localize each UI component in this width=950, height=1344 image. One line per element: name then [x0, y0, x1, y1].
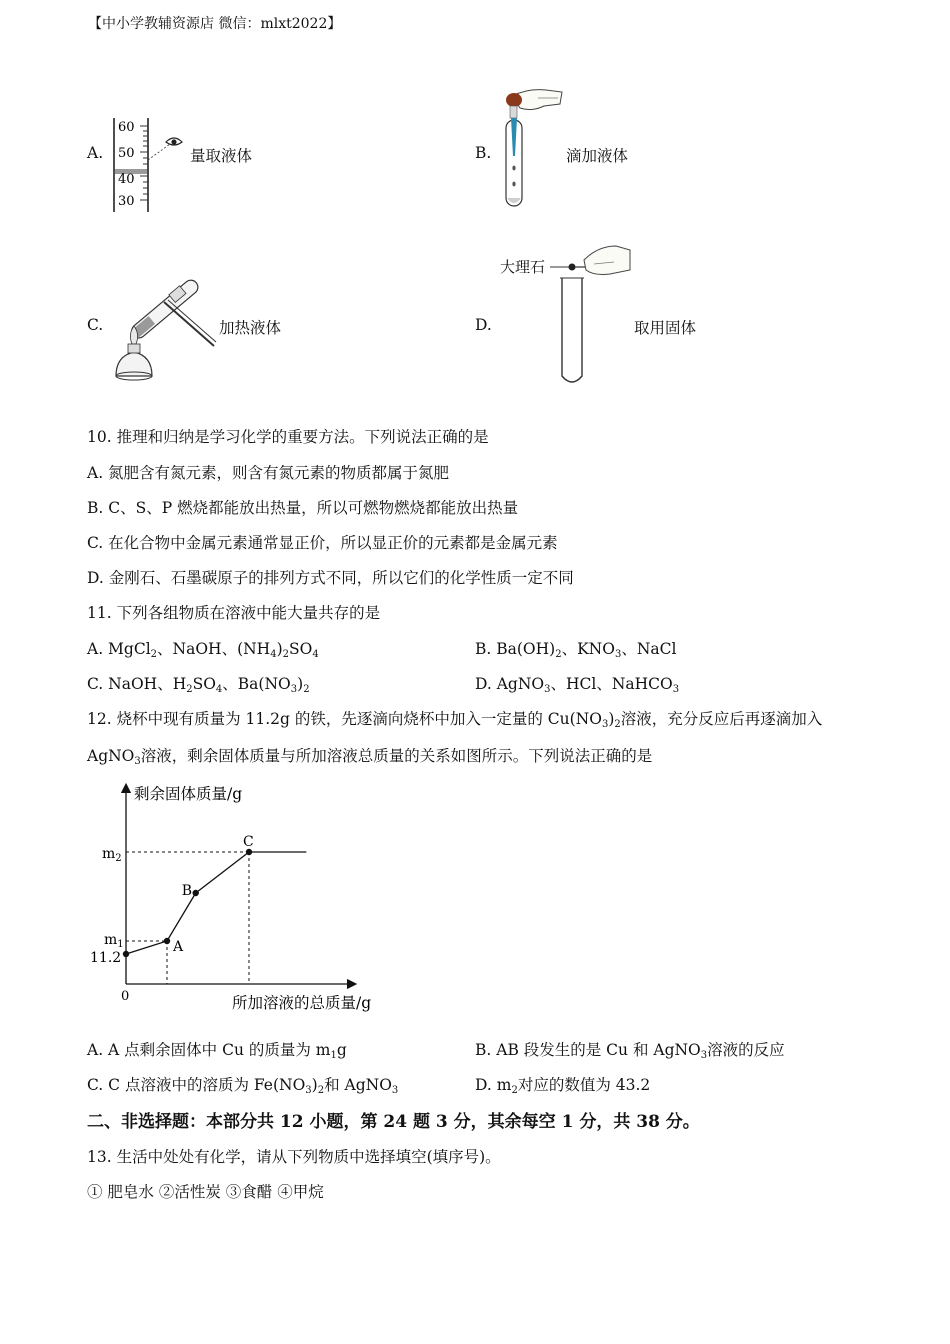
q10-option-b: B. C、S、P 燃烧都能放出热量，所以可燃物燃烧都能放出热量	[87, 499, 519, 517]
q11-option-b: B. $Ba(OH)_2$、$KNO_3$、NaCl	[475, 640, 677, 660]
option-d-letter: D.	[475, 316, 492, 334]
option-d-caption: 取用固体	[634, 319, 697, 337]
point-label-c: C	[243, 834, 254, 850]
q10-option-c: C. 在化合物中金属元素通常显正价，所以显正价的元素都是金属元素	[87, 534, 558, 552]
option-a-caption: 量取液体	[190, 147, 253, 165]
heating-liquid-figure	[106, 272, 218, 388]
data-point-B	[193, 890, 199, 896]
eye-icon	[166, 138, 182, 145]
hand-icon	[584, 246, 630, 275]
tick-60: 60	[118, 120, 135, 135]
q12-stem-line2: AgNO$_3$溶液，剩余固体质量与所加溶液总质量的关系如图所示。下列说法正确的是	[87, 747, 653, 767]
q11-option-d: D. AgNO$_3$、HCl、NaHCO$_3$	[475, 675, 680, 695]
q10-option-d: D. 金刚石、石墨碳原子的排列方式不同，所以它们的化学性质一定不同	[87, 569, 574, 587]
tick-30: 30	[118, 194, 135, 209]
dropper-figure	[498, 86, 568, 218]
data-point-A	[164, 938, 170, 944]
marble-label: 大理石	[500, 258, 546, 276]
section-heading: 二、非选择题：本部分共 12 小题，第 24 题 3 分，其余每空 1 分，共 38 分。	[87, 1112, 700, 1132]
origin-label: 0	[121, 989, 130, 1004]
graduated-cylinder-figure	[108, 114, 186, 214]
q11-option-c: C. NaOH、$H_2SO_4$、$Ba(NO_3)_2$	[87, 675, 310, 695]
q12-option-c: C. C 点溶液中的溶质为 $Fe(NO_3)_2$和 AgNO$_3$	[87, 1076, 399, 1096]
tick-m2: $m_2$	[102, 846, 122, 864]
y-axis-label: 剩余固体质量/g	[134, 785, 243, 803]
series-line	[126, 852, 249, 954]
test-tube-figure	[550, 240, 632, 388]
q10-option-a: A. 氮肥含有氮元素，则含有氮元素的物质都属于氮肥	[87, 464, 450, 482]
point-label-a: A	[173, 939, 184, 955]
option-c-caption: 加热液体	[219, 319, 282, 337]
q13-stem: 13. 生活中处处有化学，请从下列物质中选择填空(填序号)。	[87, 1148, 501, 1166]
tick-40: 40	[118, 172, 135, 187]
q12-stem-line1: 12. 烧杯中现有质量为 11.2g 的铁，先逐滴向烧杯中加入一定量的 $Cu(NO_3)_2$溶液，充分反应后再逐滴加入	[87, 710, 823, 730]
q12-option-b: B. AB 段发生的是 Cu 和 AgNO$_3$溶液的反应	[475, 1041, 785, 1061]
page-header: 【中小学教辅资源店 微信：mlxt2022】	[88, 16, 342, 32]
point-label-b: B	[181, 883, 192, 899]
option-c-letter: C.	[87, 316, 104, 334]
option-b-caption: 滴加液体	[566, 147, 629, 165]
x-axis-label: 所加溶液的总质量/g	[232, 994, 372, 1012]
q12-option-a: A. A 点剩余固体中 Cu 的质量为 $m_1g$	[87, 1041, 347, 1061]
tick-11-2: 11.2	[90, 950, 122, 966]
option-b-letter: B.	[475, 144, 492, 162]
tick-m1: $m_1$	[104, 932, 124, 950]
q13-items: ① 肥皂水 ②活性炭 ③食醋 ④甲烷	[87, 1183, 324, 1201]
q12-chart	[86, 778, 396, 1018]
q11-option-a: A. MgCl$_2$、NaOH、$(NH_4)_2SO_4$	[87, 640, 319, 660]
q10-stem: 10. 推理和归纳是学习化学的重要方法。下列说法正确的是	[87, 428, 489, 446]
q12-option-d: D. $m_2$对应的数值为 43.2	[475, 1076, 651, 1096]
option-a-letter: A.	[87, 144, 104, 162]
data-point-start	[123, 951, 129, 957]
q11-stem: 11. 下列各组物质在溶液中能大量共存的是	[87, 604, 381, 622]
tick-50: 50	[118, 146, 135, 161]
